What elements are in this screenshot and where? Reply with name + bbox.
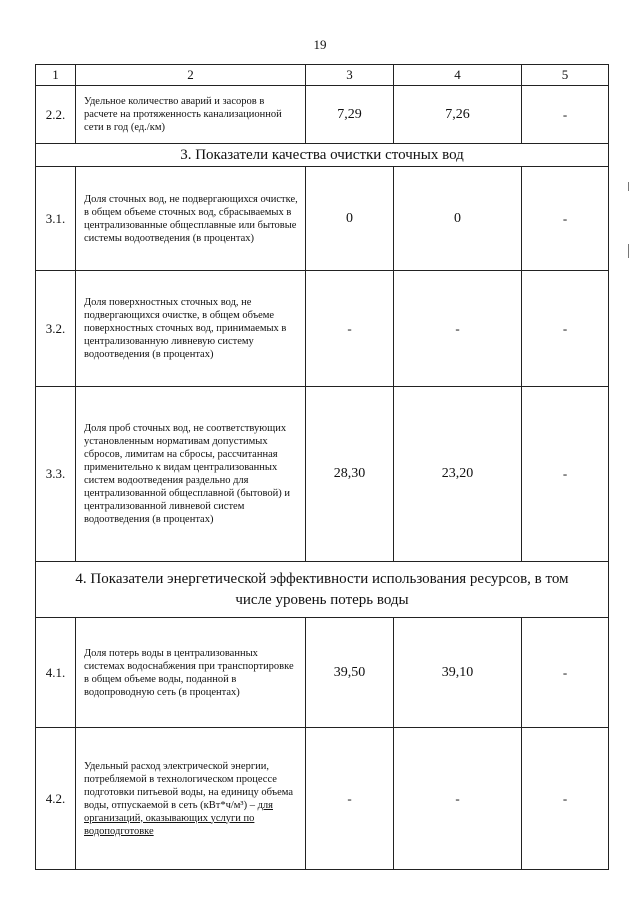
value-col3: 7,29 — [306, 86, 394, 144]
table-row — [36, 271, 609, 387]
value-col3: 28,30 — [306, 387, 394, 562]
value-col4: 7,26 — [394, 86, 522, 144]
table-row — [36, 167, 609, 271]
description-underlined-text: для организаций, оказывающих услуги по водоподготовке — [84, 799, 273, 837]
value-col5: - — [522, 86, 609, 144]
section-heading-line: 4. Показатели энергетической эффективности использования ресурсов, в том — [75, 570, 569, 587]
header-cell: 2 — [76, 65, 306, 86]
value-col4: 39,10 — [394, 618, 522, 728]
value-col4: - — [394, 728, 522, 870]
row-number: 2.2. — [36, 86, 76, 144]
value-col4: 23,20 — [394, 387, 522, 562]
table-row — [36, 728, 609, 870]
indicator-description: Удельное количество аварий и засоров в расчете на протяженность канализационной сети в год (ед./км) — [76, 86, 306, 144]
table-row — [36, 387, 609, 562]
header-cell: 1 — [36, 65, 76, 86]
row-number: 4.1. — [36, 618, 76, 728]
value-col4: 0 — [394, 167, 522, 271]
header-cell: 3 — [306, 65, 394, 86]
value-col3: - — [306, 728, 394, 870]
header-cell: 4 — [394, 65, 522, 86]
section-row — [36, 144, 609, 167]
value-col4: - — [394, 271, 522, 387]
indicator-description: Доля поверхностных сточных вод, не подвергающихся очистке, в общем объеме поверхностных сточных вод, принимаемых в централизованную ливневую систему водоотведения (в процентах) — [76, 271, 306, 387]
value-col3: - — [306, 271, 394, 387]
row-number: 3.3. — [36, 387, 76, 562]
value-col5: - — [522, 271, 609, 387]
value-col3: 39,50 — [306, 618, 394, 728]
section-heading — [36, 562, 609, 618]
header-cell: 5 — [522, 65, 609, 86]
indicator-description — [76, 728, 306, 870]
indicator-description: Доля сточных вод, не подвергающихся очистке, в общем объеме сточных вод, сбрасываемых в централизованные общесплавные или бытовые системы водоотведения (в процентах) — [76, 167, 306, 271]
table-row — [36, 86, 609, 144]
row-number: 3.1. — [36, 167, 76, 271]
section-heading-line: числе уровень потерь воды — [235, 591, 409, 608]
indicators-table — [35, 64, 609, 870]
section-row — [36, 562, 609, 618]
value-col3: 0 — [306, 167, 394, 271]
description-text: Удельный расход электрической энергии, потребляемой в технологическом процессе подготовки питьевой воды, на единицу объема воды, отпускаемой в сеть (кВт*ч/м³) – — [84, 760, 293, 811]
value-col5: - — [522, 618, 609, 728]
indicator-description: Доля проб сточных вод, не соответствующих установленным нормативам допустимых сбросов, лимитам на сбросы, рассчитанная применительно к видам централизованных систем водоотведения раздельно для централизованной общесплавной (бытовой) и централизованной ливневой систем водоотведения (в процентах) — [76, 387, 306, 562]
header-row — [36, 65, 609, 86]
margin-mark — [628, 182, 629, 191]
value-col5: - — [522, 387, 609, 562]
value-col5: - — [522, 728, 609, 870]
page-number: 19 — [313, 37, 327, 52]
value-col5: - — [522, 167, 609, 271]
margin-mark — [628, 244, 629, 258]
row-number: 3.2. — [36, 271, 76, 387]
indicator-description: Доля потерь воды в централизованных системах водоснабжения при транспортировке в общем объеме воды, поданной в водопроводную сеть (в процентах) — [76, 618, 306, 728]
table-row — [36, 618, 609, 728]
section-heading: 3. Показатели качества очистки сточных вод — [36, 144, 609, 167]
row-number: 4.2. — [36, 728, 76, 870]
